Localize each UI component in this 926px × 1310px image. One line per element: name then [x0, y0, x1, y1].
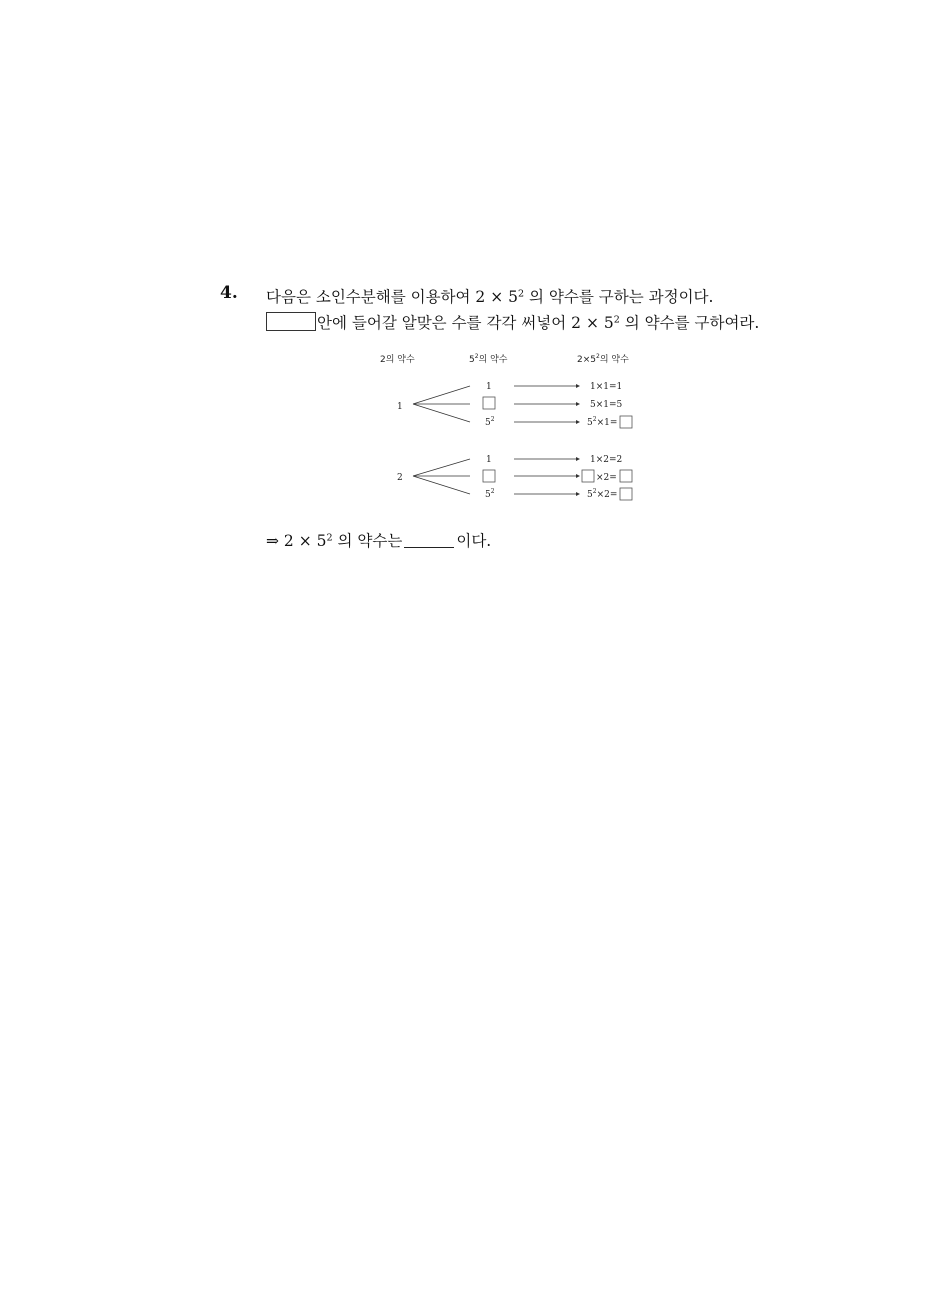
branch-value: $5^2$ — [485, 416, 495, 428]
tree-root-1: 1 — [397, 402, 403, 412]
header-divisors-of-2: 2의 약수 — [380, 355, 415, 365]
branch-line — [413, 386, 470, 404]
arrow-head — [576, 420, 580, 424]
result-text: ×2= — [596, 473, 617, 483]
branch-line — [413, 459, 470, 476]
result-text: 1×1=1 — [590, 382, 623, 392]
result-text: $5^2\times 2=$ — [587, 488, 618, 500]
header-divisors-of-25: $5^2$의 약수 — [469, 353, 508, 365]
branch-value: $5^2$ — [485, 488, 495, 500]
arrow-head — [576, 492, 580, 496]
header-divisors-of-50: $2\times 5^2$의 약수 — [577, 353, 629, 365]
answer-line — [266, 529, 491, 551]
blank-box[interactable] — [620, 416, 632, 428]
branch-value: 1 — [486, 455, 492, 465]
branch-line — [413, 404, 470, 422]
answer-prefix: ⇒ $2 \times 5^2$ 의 약수는 — [266, 532, 403, 550]
question-text-2: 안에 들어갈 알맞은 수를 각각 써넣어 $2 \times 5^2$ 의 약수를 구하여라. — [317, 314, 760, 332]
result-text: 1×2=2 — [590, 455, 623, 465]
blank-box[interactable] — [620, 488, 632, 500]
tree-root-2: 2 — [397, 473, 403, 483]
arrow-head — [576, 402, 580, 406]
arrow-head — [576, 457, 580, 461]
result-text: $5^2\times 1=$ — [587, 416, 618, 428]
arrow-head — [576, 384, 580, 388]
question-number: 4. — [220, 283, 238, 303]
blank-box[interactable] — [483, 397, 495, 409]
branch-value: 1 — [486, 382, 492, 392]
blank-box[interactable] — [620, 470, 632, 482]
blank-box[interactable] — [483, 470, 495, 482]
answer-blank[interactable] — [404, 532, 454, 548]
answer-suffix: 이다. — [456, 532, 492, 550]
arrow-head — [576, 474, 580, 478]
question-text-1: 다음은 소인수분해를 이용하여 $2 \times 5^2$ 의 약수를 구하는 과정이다. — [266, 288, 714, 306]
blank-box[interactable] — [582, 470, 594, 482]
branch-line — [413, 476, 470, 494]
result-text: 5×1=5 — [590, 400, 623, 410]
